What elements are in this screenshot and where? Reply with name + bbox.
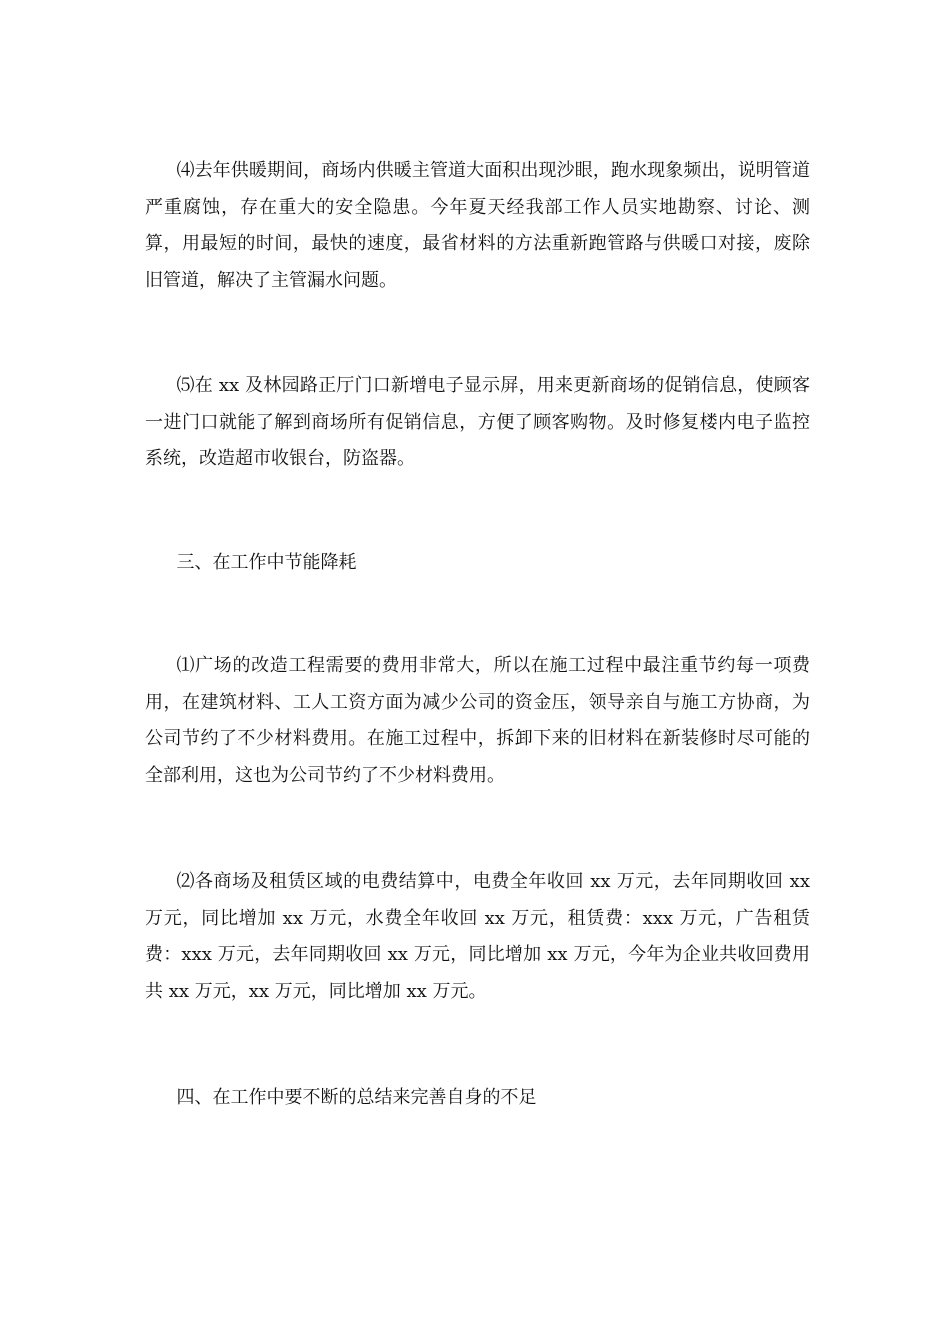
paragraph-item-5: ⑸在 xx 及林园路正厅门口新增电子显示屏，用来更新商场的促销信息，使顾客一进门口就能了解到商场所有促销信息，方便了顾客购物。及时修复楼内电子监控系统，改造超市收银台，防盗器。 (145, 375, 810, 469)
paragraph-item-1: ⑴广场的改造工程需要的费用非常大，所以在施工过程中最注重节约每一项费用，在建筑材料、工人工资方面为减少公司的资金压，领导亲自与施工方协商，为公司节约了不少材料费用。在施工过程中，拆卸下来的旧材料在新装修时尽可能的全部利用，这也为公司节约了不少材料费用。 (145, 655, 810, 786)
paragraph-item-2: ⑵各商场及租赁区域的电费结算中，电费全年收回 xx 万元，去年同期收回 xx 万元，同比增加 xx 万元，水费全年收回 xx 万元，租赁费：xxx 万元，广告租赁费：xxx 万元，去年同期收回 xx 万元，同比增加 xx 万元，今年为企业共收回费用共 xx 万元，xx 万元，同比增加 xx 万元。 (145, 871, 810, 1002)
section-heading-4: 四、在工作中要不断的总结来完善自身的不足 (176, 1087, 537, 1108)
paragraph-item-4: ⑷去年供暖期间，商场内供暖主管道大面积出现沙眼，跑水现象频出，说明管道严重腐蚀，存在重大的安全隐患。今年夏天经我部工作人员实地勘察、讨论、测算，用最短的时间，最快的速度，最省材料的方法重新跑管路与供暖口对接，废除旧管道，解决了主管漏水问题。 (145, 160, 810, 291)
section-heading-3: 三、在工作中节能降耗 (176, 552, 357, 573)
